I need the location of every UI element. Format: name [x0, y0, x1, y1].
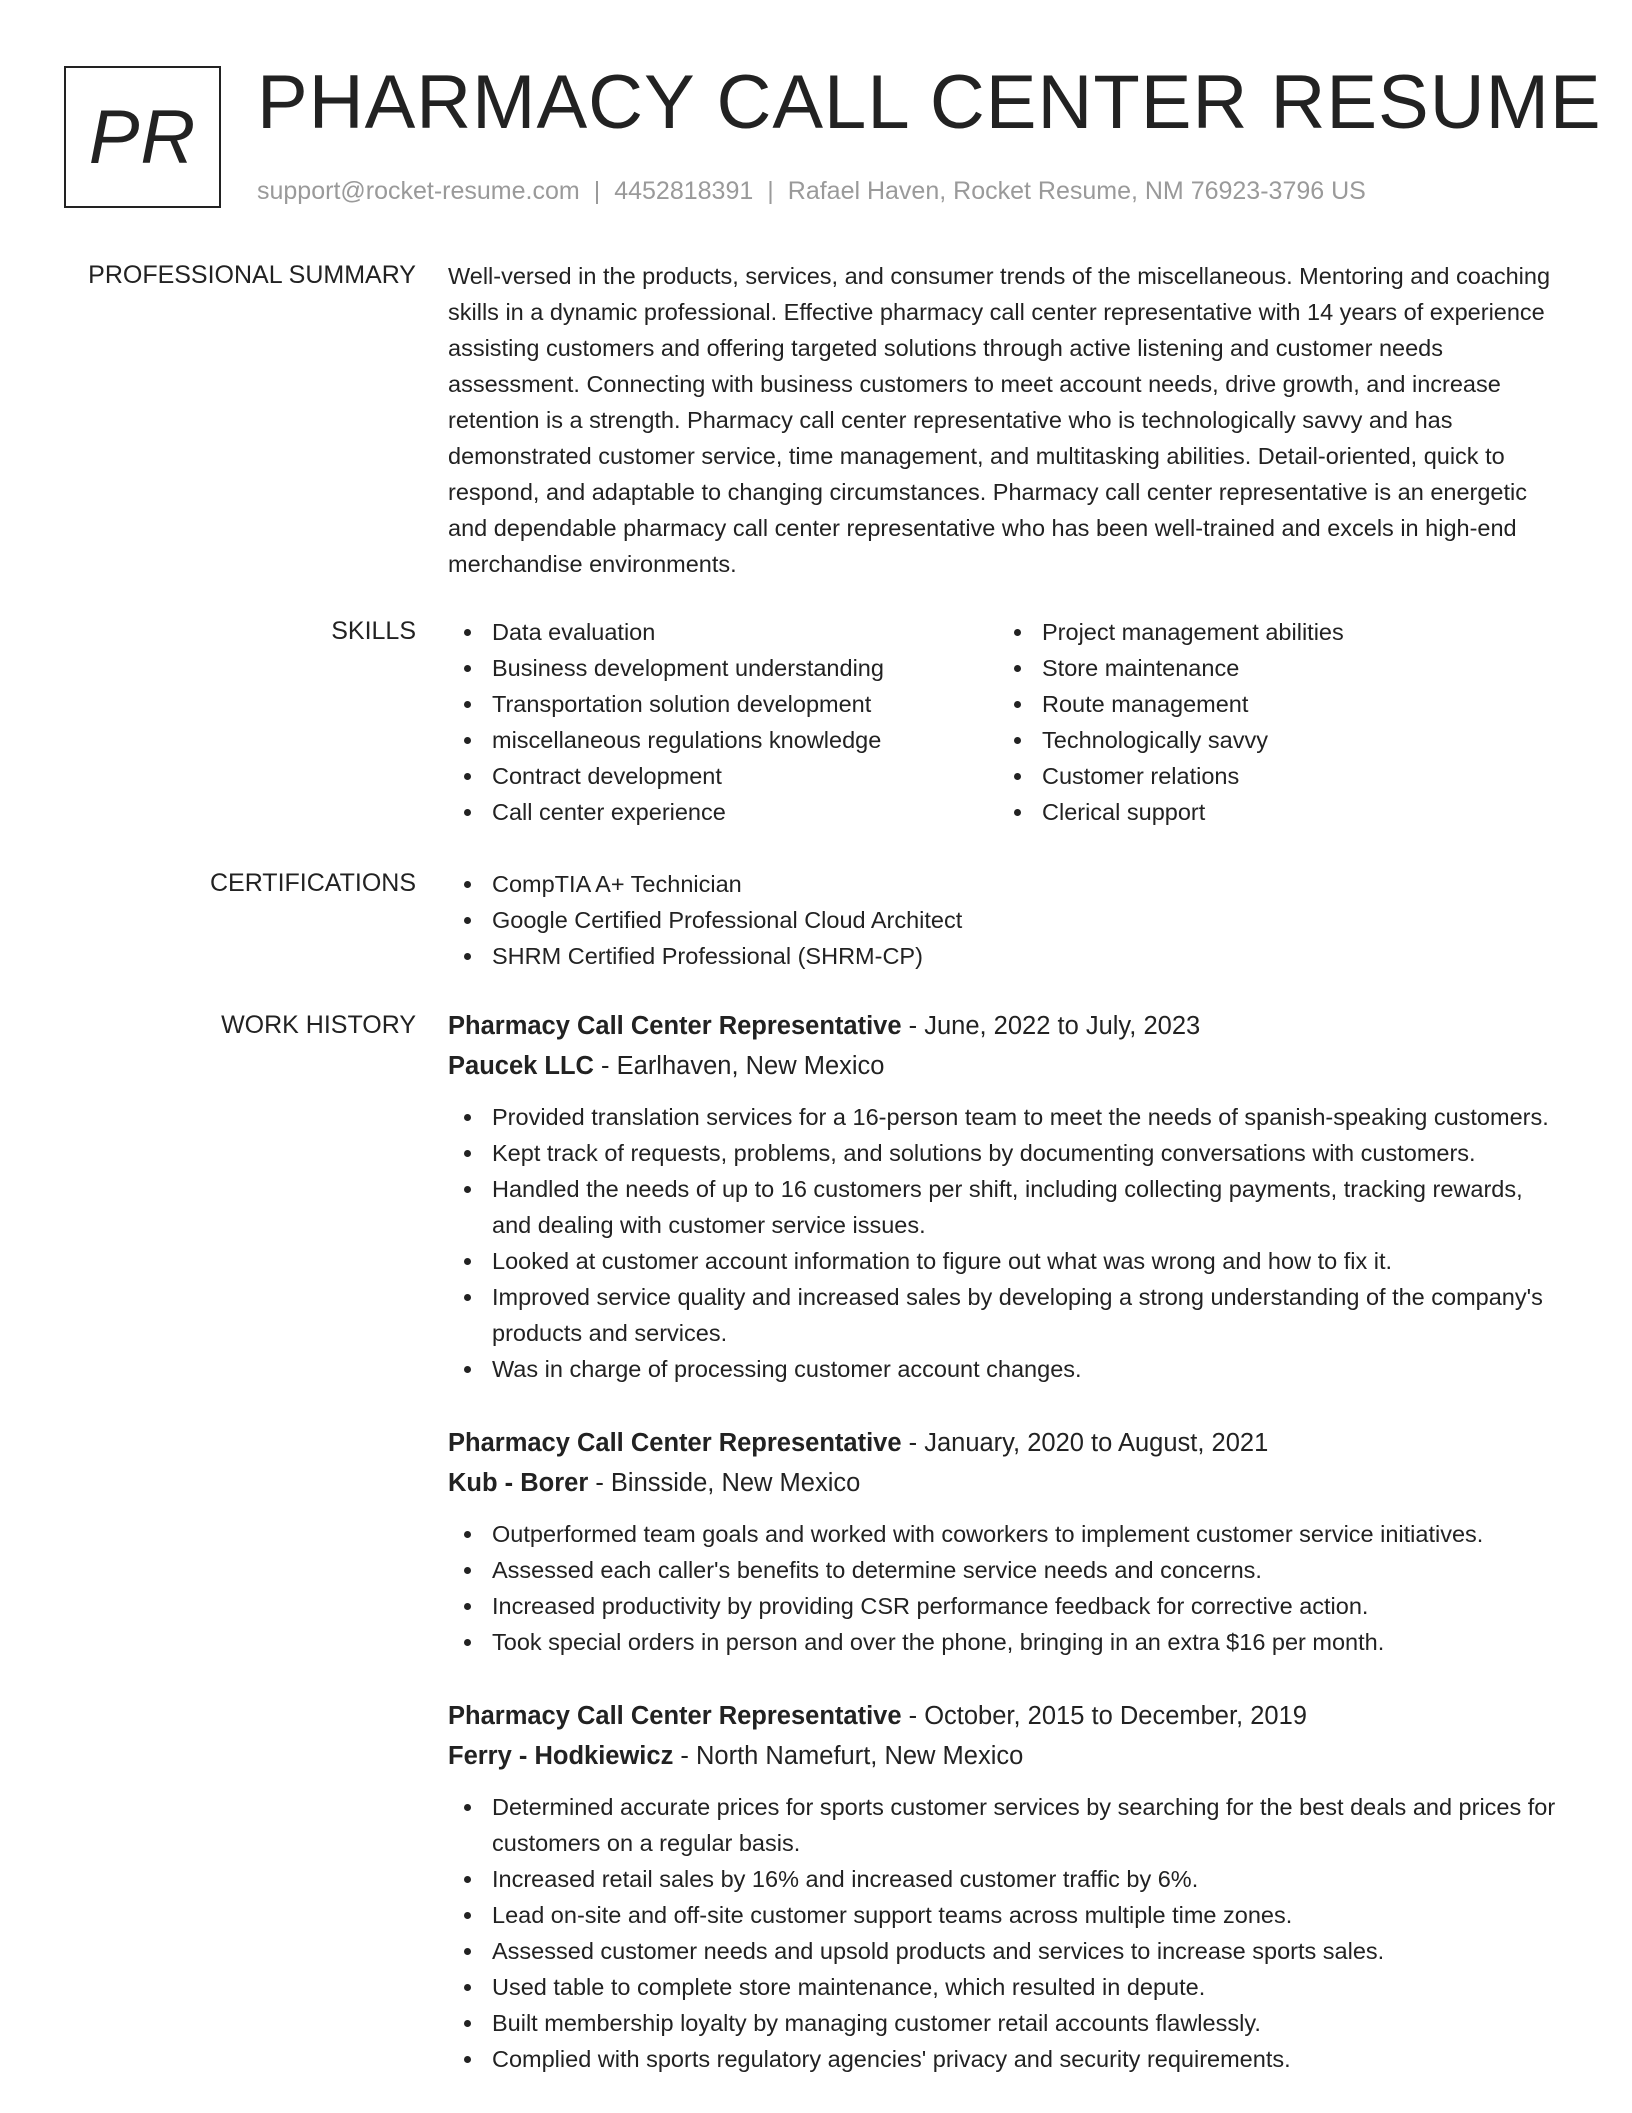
- skill-item: Clerical support: [998, 794, 1548, 830]
- job-entry: [448, 1696, 1568, 2077]
- job-title: Pharmacy Call Center Representative: [448, 1012, 902, 1040]
- section-label-summary: PROFESSIONAL SUMMARY: [88, 261, 416, 289]
- skills-list-left: [448, 614, 998, 830]
- job-bullet: Looked at customer account information to figure out what was wrong and how to fix it.: [448, 1243, 1568, 1279]
- job-bullet: Outperformed team goals and worked with coworkers to implement customer service initiatives.: [448, 1516, 1568, 1552]
- job-entry: [448, 1006, 1568, 1387]
- job-company-name: Paucek LLC: [448, 1052, 594, 1080]
- certifications-body: [448, 866, 1568, 974]
- contact-separator: |: [767, 177, 774, 205]
- contact-phone: 4452818391: [614, 177, 754, 205]
- job-heading: [448, 1696, 1568, 1736]
- job-bullet: Assessed each caller's benefits to determine service needs and concerns.: [448, 1552, 1568, 1588]
- job-bullet: Provided translation services for a 16-person team to meet the needs of spanish-speaking customers.: [448, 1099, 1568, 1135]
- job-bullets: [448, 1789, 1568, 2077]
- section-label-work-history: WORK HISTORY: [221, 1011, 416, 1039]
- contact-line: [257, 175, 1366, 207]
- skill-item: Technologically savvy: [998, 722, 1548, 758]
- job-location: - Binsside, New Mexico: [588, 1469, 861, 1497]
- skills-body: [448, 614, 1568, 830]
- job-employer: [448, 1736, 1568, 1776]
- job-bullet: Determined accurate prices for sports customer services by searching for the best deals and prices for customers on a regular basis.: [448, 1789, 1568, 1861]
- summary-body: [448, 258, 1568, 582]
- job-bullet: Improved service quality and increased sales by developing a strong understanding of the company's products and services.: [448, 1279, 1568, 1351]
- skill-item: Data evaluation: [448, 614, 998, 650]
- job-title: Pharmacy Call Center Representative: [448, 1429, 902, 1457]
- job-company-name: Kub - Borer: [448, 1469, 589, 1497]
- skill-item: miscellaneous regulations knowledge: [448, 722, 998, 758]
- contact-address: Rafael Haven, Rocket Resume, NM 76923-3796 US: [787, 177, 1366, 205]
- skills-list-right: [998, 614, 1548, 830]
- skill-item: Customer relations: [998, 758, 1548, 794]
- job-title: Pharmacy Call Center Representative: [448, 1702, 902, 1730]
- contact-email: support@rocket-resume.com: [257, 177, 580, 205]
- job-dates: - June, 2022 to July, 2023: [901, 1012, 1201, 1040]
- job-entry: [448, 1423, 1568, 1660]
- section-label-skills: SKILLS: [331, 617, 416, 645]
- certification-item: CompTIA A+ Technician: [448, 866, 1568, 902]
- job-dates: - October, 2015 to December, 2019: [901, 1702, 1307, 1730]
- monogram-initials: PR: [88, 94, 197, 180]
- skills-column-left: [448, 614, 998, 830]
- section-label-certifications: CERTIFICATIONS: [209, 869, 416, 897]
- job-bullet: Built membership loyalty by managing customer retail accounts flawlessly.: [448, 2005, 1568, 2041]
- job-bullet: Took special orders in person and over the phone, bringing in an extra $16 per month.: [448, 1624, 1568, 1660]
- skill-item: Call center experience: [448, 794, 998, 830]
- skill-item: Transportation solution development: [448, 686, 998, 722]
- job-bullets: [448, 1516, 1568, 1660]
- summary-text: Well-versed in the products, services, and consumer trends of the miscellaneous. Mentoring and coaching skills in a dynamic professional. Effective pharmacy call center representative with 14 years of experience assisting customers and offering targeted solutions through active listening and customer needs assessment. Connecting with business customers to meet account needs, drive growth, and increase retention is a strength. Pharmacy call center representative who is technologically savvy and has demonstrated customer service, time management, and multitasking abilities. Detail-oriented, quick to respond, and adaptable to changing circumstances. Pharmacy call center representative is an energetic and dependable pharmacy call center representative who has been well-trained and excels in high-end merchandise environments.: [448, 263, 1551, 577]
- job-company-name: Ferry - Hodkiewicz: [448, 1742, 674, 1770]
- skill-item: Contract development: [448, 758, 998, 794]
- skills-columns: [448, 614, 1568, 830]
- resume-title: PHARMACY CALL CENTER RESUME: [257, 60, 1602, 145]
- skill-item: Business development understanding: [448, 650, 998, 686]
- job-bullet: Increased retail sales by 16% and increased customer traffic by 6%.: [448, 1861, 1568, 1897]
- job-bullet: Complied with sports regulatory agencies' privacy and security requirements.: [448, 2041, 1568, 2077]
- job-bullet: Used table to complete store maintenance, which resulted in depute.: [448, 1969, 1568, 2005]
- skill-item: Route management: [998, 686, 1548, 722]
- job-bullets: [448, 1099, 1568, 1387]
- skill-item: Store maintenance: [998, 650, 1548, 686]
- job-bullet: Kept track of requests, problems, and solutions by documenting conversations with customers.: [448, 1135, 1568, 1171]
- certification-item: Google Certified Professional Cloud Architect: [448, 902, 1568, 938]
- job-location: - North Namefurt, New Mexico: [673, 1742, 1024, 1770]
- skills-column-right: [998, 614, 1548, 830]
- job-bullet: Assessed customer needs and upsold products and services to increase sports sales.: [448, 1933, 1568, 1969]
- job-employer: [448, 1046, 1568, 1086]
- job-bullet: Increased productivity by providing CSR performance feedback for corrective action.: [448, 1588, 1568, 1624]
- monogram-box: [64, 66, 221, 208]
- skill-item: Project management abilities: [998, 614, 1548, 650]
- job-location: - Earlhaven, New Mexico: [593, 1052, 885, 1080]
- job-employer: [448, 1463, 1568, 1503]
- certifications-list: [448, 866, 1568, 974]
- job-dates: - January, 2020 to August, 2021: [901, 1429, 1269, 1457]
- job-bullet: Handled the needs of up to 16 customers per shift, including collecting payments, tracking rewards, and dealing with customer service issues.: [448, 1171, 1568, 1243]
- work-history-body: [448, 1006, 1568, 2113]
- job-heading: [448, 1423, 1568, 1463]
- job-bullet: Was in charge of processing customer account changes.: [448, 1351, 1568, 1387]
- job-bullet: Lead on-site and off-site customer support teams across multiple time zones.: [448, 1897, 1568, 1933]
- contact-separator: |: [593, 177, 601, 205]
- job-heading: [448, 1006, 1568, 1046]
- certification-item: SHRM Certified Professional (SHRM-CP): [448, 938, 1568, 974]
